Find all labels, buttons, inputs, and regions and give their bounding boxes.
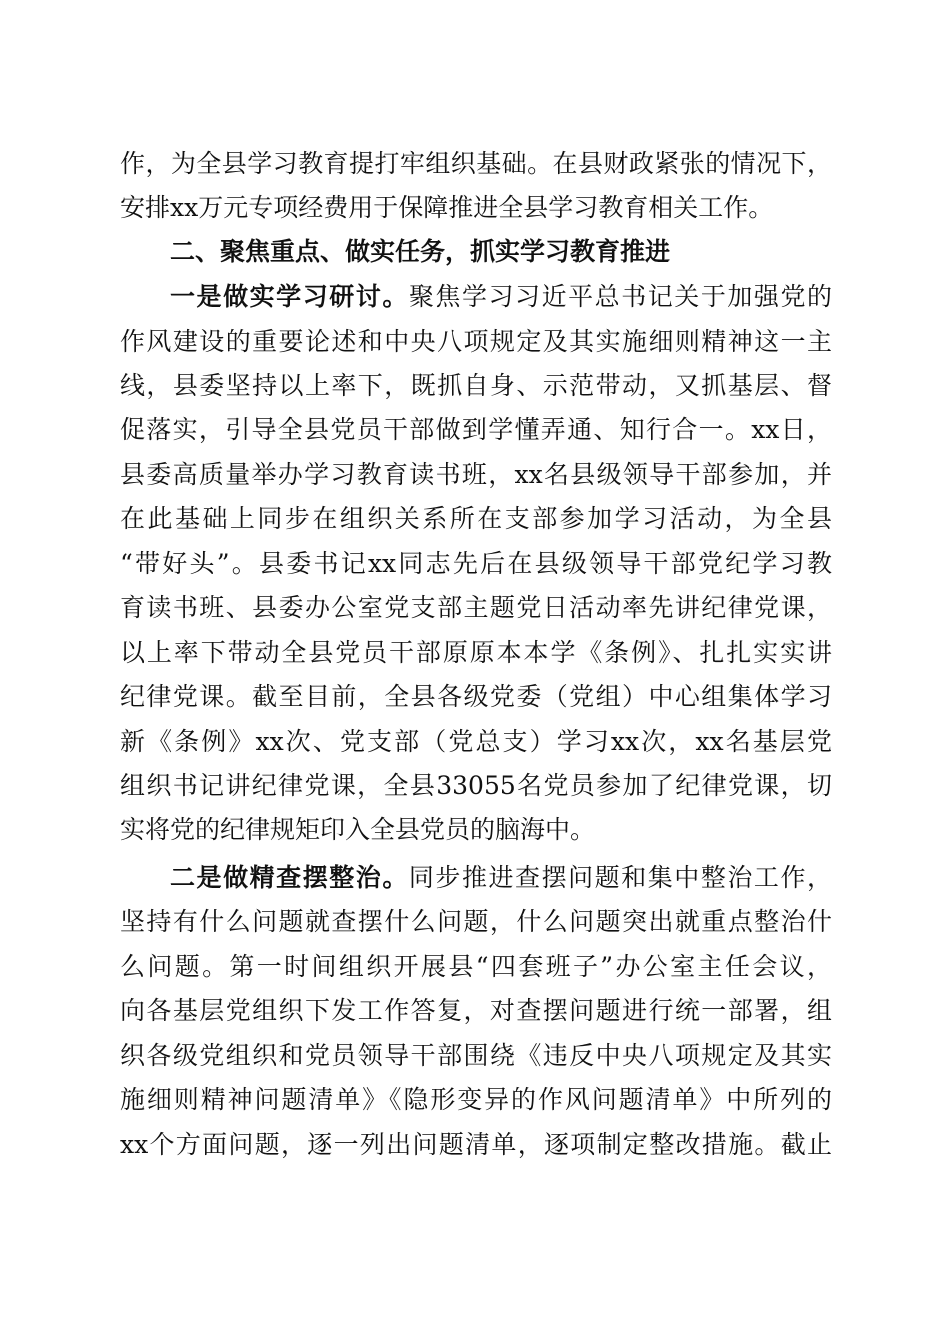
body-text-line: 实将党的纪律规矩印入全县党员的脑海中。 bbox=[120, 815, 596, 844]
paragraph-lead: 二是做精查摆整治。 bbox=[170, 863, 409, 892]
paragraph-first-line-rest: 聚焦学习习近平总书记关于加强党的 bbox=[408, 282, 832, 311]
paragraph-first-line-rest: 同步推进查摆问题和集中整治工作， bbox=[408, 863, 832, 892]
body-text-line: xx个方面问题，逐一列出问题清单，逐项制定整改措施。截止 bbox=[120, 1130, 832, 1159]
body-text-line: 安排xx万元专项经费用于保障推进全县学习教育相关工作。 bbox=[120, 193, 774, 222]
body-text-line: 育读书班、县委办公室党支部主题党日活动率先讲纪律党课， bbox=[120, 593, 832, 622]
body-text-line: 坚持有什么问题就查摆什么问题，什么问题突出就重点整治什 bbox=[120, 907, 832, 936]
body-text-line: 纪律党课。截至目前，全县各级党委（党组）中心组集体学习 bbox=[120, 682, 832, 711]
body-text-line: 组织书记讲纪律党课，全县33055名党员参加了纪律党课，切 bbox=[120, 771, 832, 800]
body-text-line: 线，县委坚持以上率下，既抓自身、示范带动，又抓基层、督 bbox=[120, 371, 832, 400]
body-text-line: 么问题。第一时间组织开展县“四套班子”办公室主任会议， bbox=[120, 952, 832, 981]
body-text-line: 以上率下带动全县党员干部原原本本学《条例》、扎扎实实讲 bbox=[120, 638, 832, 667]
body-text-line: 作风建设的重要论述和中央八项规定及其实施细则精神这一主 bbox=[120, 327, 832, 356]
body-text-line: 新《条例》xx次、党支部（党总支）学习xx次，xx名基层党 bbox=[120, 727, 832, 756]
body-text-line: “带好头”。县委书记xx同志先后在县级领导干部党纪学习教 bbox=[120, 549, 832, 578]
section-heading: 二、聚焦重点、做实任务，抓实学习教育推进 bbox=[170, 237, 671, 266]
body-text-line: 向各基层党组织下发工作答复，对查摆问题进行统一部署，组 bbox=[120, 996, 832, 1025]
body-text-line: 织各级党组织和党员领导干部围绕《违反中央八项规定及其实 bbox=[120, 1041, 832, 1070]
paragraph-lead: 一是做实学习研讨。 bbox=[170, 282, 409, 311]
body-text-line: 在此基础上同步在组织关系所在支部参加学习活动，为全县 bbox=[120, 504, 832, 533]
paragraph-first-line bbox=[170, 856, 832, 900]
body-text-line: 县委高质量举办学习教育读书班，xx名县级领导干部参加，并 bbox=[120, 460, 832, 489]
paragraph-first-line bbox=[170, 275, 832, 319]
body-text-line: 施细则精神问题清单》《隐形变异的作风问题清单》中所列的 bbox=[120, 1085, 832, 1114]
body-text-line: 作，为全县学习教育提打牢组织基础。在县财政紧张的情况下， bbox=[120, 149, 832, 178]
body-text-line: 促落实，引导全县党员干部做到学懂弄通、知行合一。xx日， bbox=[120, 415, 832, 444]
